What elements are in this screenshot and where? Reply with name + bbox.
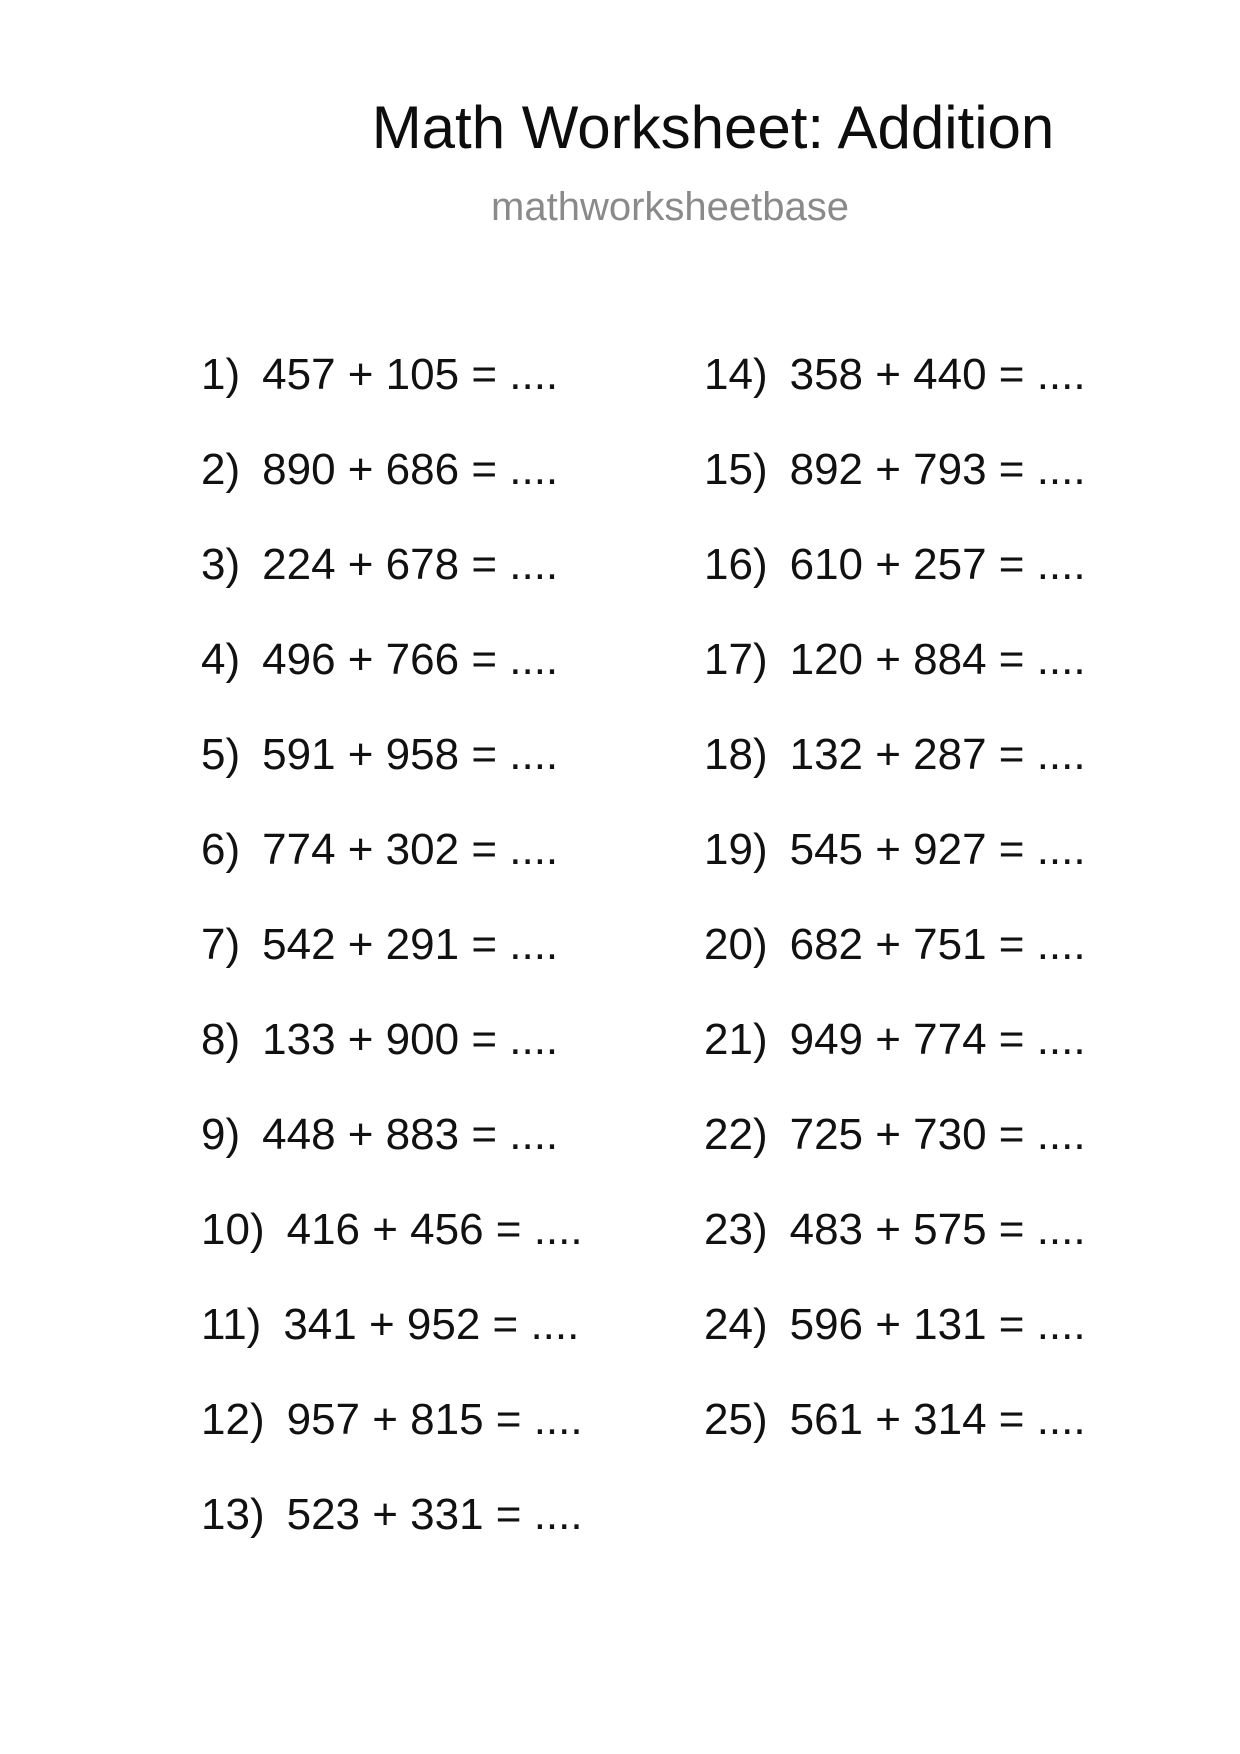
problem-number: 7) — [201, 920, 241, 969]
problem-expression: 725 + 730 = .... — [789, 1110, 1086, 1159]
problem-expression: 523 + 331 = .... — [286, 1490, 583, 1539]
problem-expression: 542 + 291 = .... — [262, 920, 559, 969]
problem-number: 8) — [201, 1015, 241, 1064]
problem-expression: 341 + 952 = .... — [283, 1300, 580, 1349]
problem-item — [704, 445, 1086, 543]
problem-number: 13) — [201, 1490, 265, 1539]
problem-item — [704, 1300, 1086, 1398]
problem-item — [704, 350, 1086, 448]
problem-number: 23) — [704, 1205, 768, 1254]
problem-expression: 892 + 793 = .... — [789, 445, 1086, 494]
problem-number: 3) — [201, 540, 241, 589]
problem-number: 9) — [201, 1110, 241, 1159]
problem-number: 18) — [704, 730, 768, 779]
problem-item — [704, 825, 1086, 923]
problem-number: 25) — [704, 1395, 768, 1444]
problem-number: 20) — [704, 920, 768, 969]
problem-expression: 890 + 686 = .... — [262, 445, 559, 494]
problem-item — [201, 1395, 583, 1493]
problem-item — [201, 445, 583, 543]
problem-expression: 120 + 884 = .... — [789, 635, 1086, 684]
problem-expression: 561 + 314 = .... — [789, 1395, 1086, 1444]
problem-expression: 682 + 751 = .... — [789, 920, 1086, 969]
problem-number: 14) — [704, 350, 768, 399]
problem-number: 21) — [704, 1015, 768, 1064]
problem-expression: 596 + 131 = .... — [789, 1300, 1086, 1349]
worksheet-title: Math Worksheet: Addition — [371, 94, 1055, 161]
problem-number: 5) — [201, 730, 241, 779]
problem-number: 24) — [704, 1300, 768, 1349]
problem-expression: 483 + 575 = .... — [789, 1205, 1086, 1254]
problem-item — [201, 920, 583, 1018]
problem-expression: 457 + 105 = .... — [262, 350, 559, 399]
problem-item — [704, 1395, 1086, 1493]
problems-right-column — [704, 350, 1086, 1493]
problem-item — [201, 350, 583, 448]
problem-item — [201, 730, 583, 828]
problem-expression: 610 + 257 = .... — [789, 540, 1086, 589]
problem-number: 22) — [704, 1110, 768, 1159]
problem-expression: 496 + 766 = .... — [262, 635, 559, 684]
problem-item — [201, 1015, 583, 1113]
problem-item — [704, 1205, 1086, 1303]
problem-expression: 416 + 456 = .... — [286, 1205, 583, 1254]
problem-item — [201, 635, 583, 733]
problem-number: 12) — [201, 1395, 265, 1444]
problem-item — [201, 825, 583, 923]
problem-number: 19) — [704, 825, 768, 874]
problem-number: 11) — [201, 1300, 262, 1349]
problem-number: 10) — [201, 1205, 265, 1254]
problem-item — [704, 1015, 1086, 1113]
problem-number: 15) — [704, 445, 768, 494]
problems-left-column — [201, 350, 583, 1588]
problem-expression: 448 + 883 = .... — [262, 1110, 559, 1159]
problem-item — [704, 920, 1086, 1018]
problem-item — [201, 1205, 583, 1303]
problem-item — [201, 540, 583, 638]
problem-item — [704, 1110, 1086, 1208]
worksheet-subtitle: mathworksheetbase — [491, 185, 849, 229]
problem-expression: 133 + 900 = .... — [262, 1015, 559, 1064]
problem-expression: 132 + 287 = .... — [789, 730, 1086, 779]
problem-number: 6) — [201, 825, 241, 874]
problem-item — [704, 540, 1086, 638]
problem-item — [201, 1490, 583, 1588]
problem-number: 17) — [704, 635, 768, 684]
problem-expression: 358 + 440 = .... — [789, 350, 1086, 399]
problem-item — [201, 1300, 583, 1398]
problem-number: 4) — [201, 635, 241, 684]
problem-item — [704, 635, 1086, 733]
problem-number: 1) — [201, 350, 241, 399]
problem-expression: 774 + 302 = .... — [262, 825, 559, 874]
problem-expression: 949 + 774 = .... — [789, 1015, 1086, 1064]
problem-expression: 224 + 678 = .... — [262, 540, 559, 589]
problem-expression: 545 + 927 = .... — [789, 825, 1086, 874]
problem-number: 2) — [201, 445, 241, 494]
problem-expression: 591 + 958 = .... — [262, 730, 559, 779]
problem-expression: 957 + 815 = .... — [286, 1395, 583, 1444]
problem-number: 16) — [704, 540, 768, 589]
problem-item — [201, 1110, 583, 1208]
problem-item — [704, 730, 1086, 828]
